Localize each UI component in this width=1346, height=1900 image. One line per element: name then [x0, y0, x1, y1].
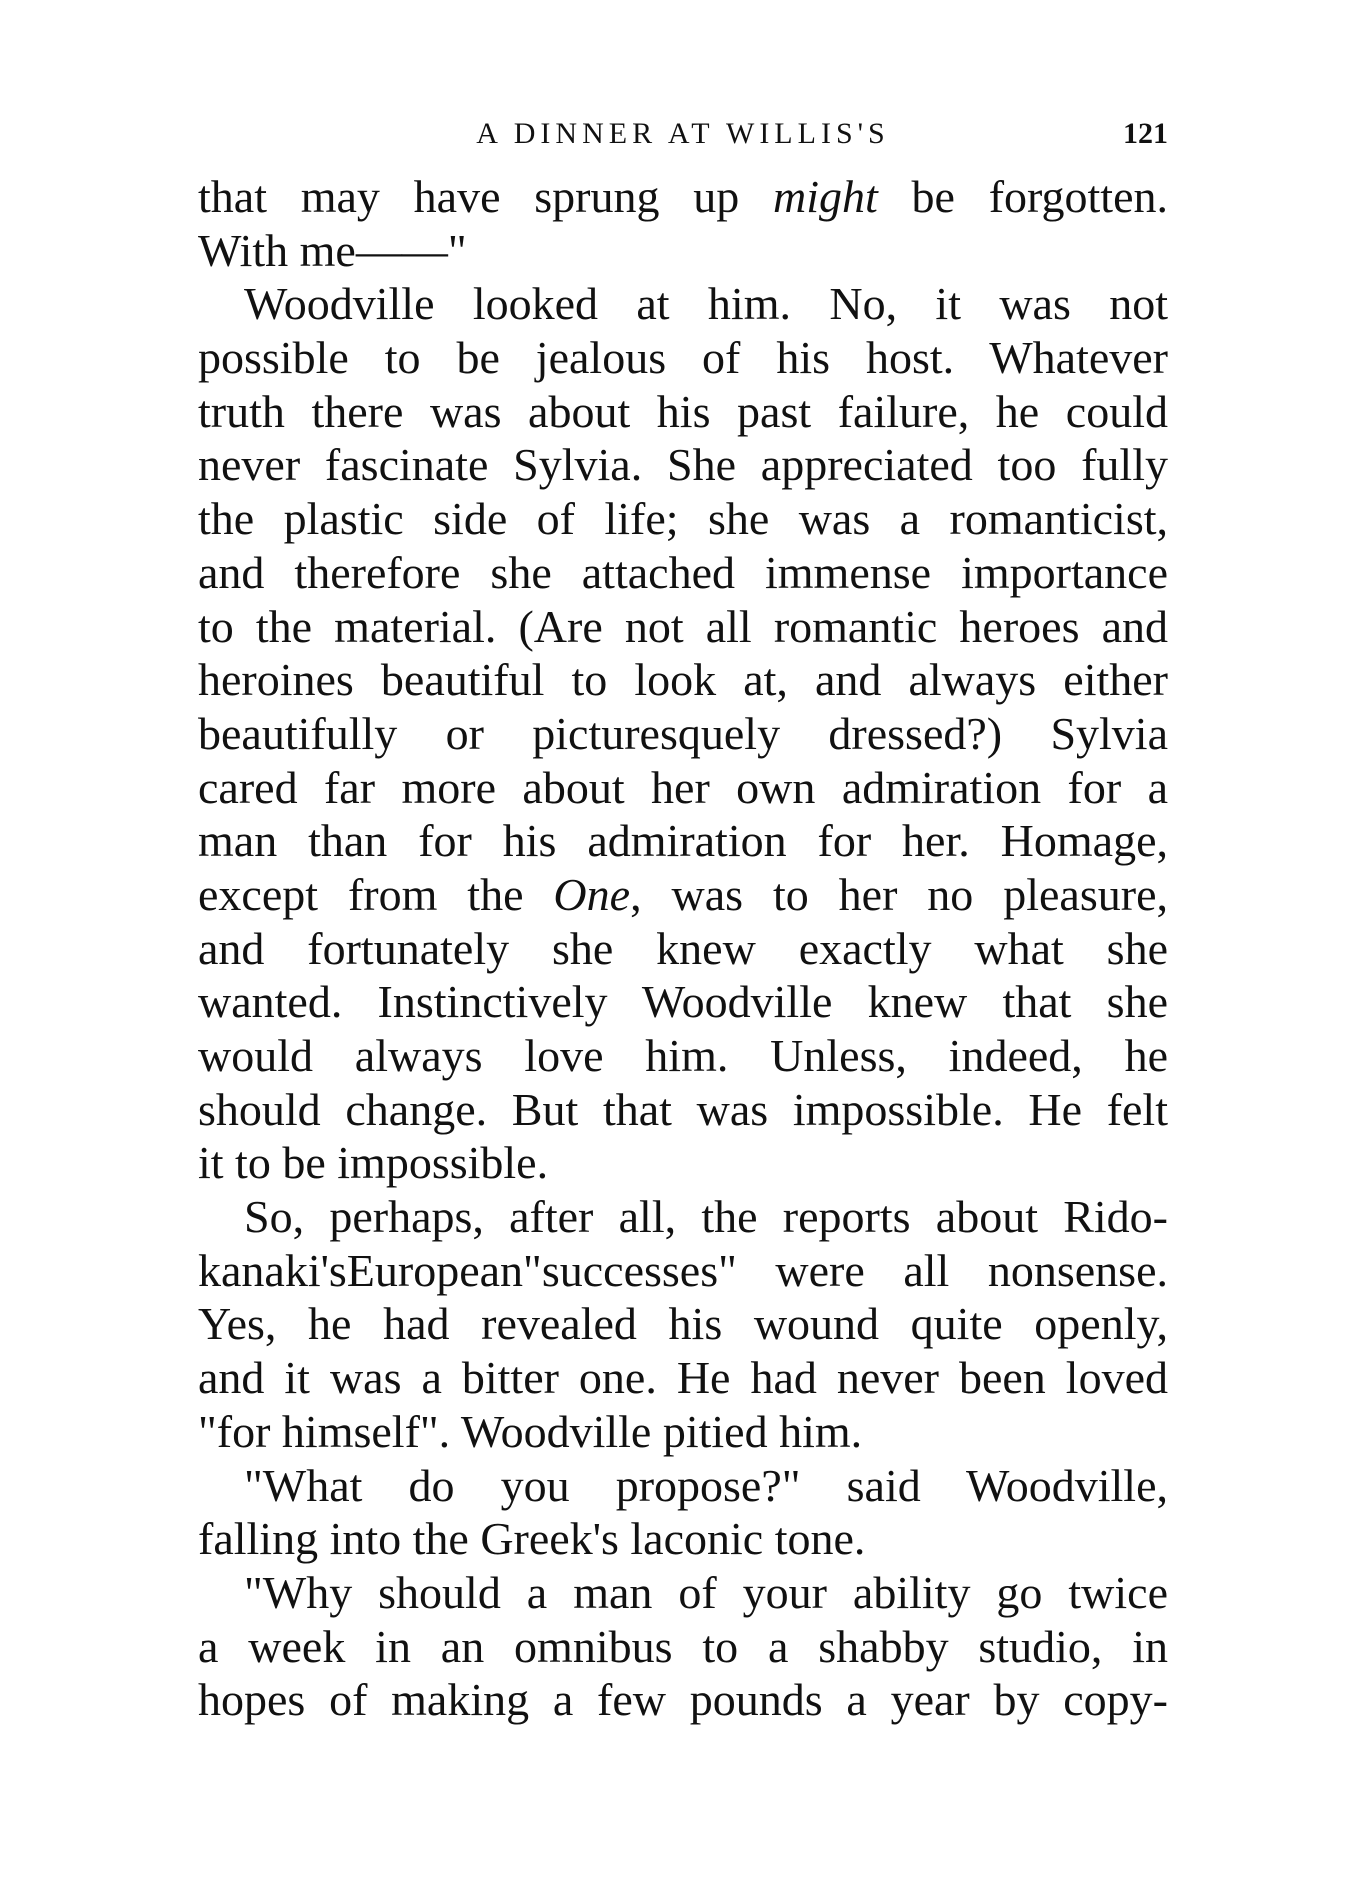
text-line: to the material. (Are not all romantic heroes and — [198, 600, 1168, 652]
text-line: that may have sprung up might be forgotten. — [198, 171, 1168, 222]
text-line: hopes of making a few pounds a year by copy- — [198, 1674, 1168, 1726]
emphasis-text: One — [553, 868, 631, 920]
running-head — [198, 114, 1168, 154]
text-line: except from the One, was to her no pleasure, — [198, 868, 1168, 920]
text-line: possible to be jealous of his host. Whatever — [198, 332, 1168, 384]
text-line: "for himself". Woodville pitied him. — [198, 1405, 863, 1457]
text-line: cared far more about her own admiration for a — [198, 761, 1168, 813]
paragraph — [198, 1459, 1168, 1566]
text-line: kanaki'sEuropean"successes" were all nonsense. — [198, 1244, 1168, 1296]
paragraph — [198, 1190, 1168, 1458]
text-line: the plastic side of life; she was a romanticist, — [198, 493, 1168, 545]
text-line: truth there was about his past failure, he could — [198, 385, 1168, 437]
text-line: Yes, he had revealed his wound quite openly, — [198, 1298, 1168, 1350]
text-line: and therefore she attached immense importance — [198, 546, 1168, 598]
text-line: never fascinate Sylvia. She appreciated too fully — [198, 439, 1168, 491]
page-number: 121 — [1123, 117, 1168, 150]
text-line: and it was a bitter one. He had never been loved — [198, 1352, 1168, 1404]
text-line: should change. But that was impossible. He felt — [198, 1083, 1168, 1135]
text-line: falling into the Greek's laconic tone. — [198, 1513, 866, 1565]
text-line: With me——" — [198, 224, 467, 276]
text-line: So, perhaps, after all, the reports about Rido- — [244, 1191, 1168, 1243]
running-title: A DINNER AT WILLIS'S — [476, 117, 890, 150]
text-line: "Why should a man of your ability go twice — [244, 1566, 1168, 1618]
emphasis-text: might — [773, 171, 878, 222]
text-line: heroines beautiful to look at, and always either — [198, 654, 1168, 706]
paragraph — [198, 1566, 1168, 1727]
text-line: and fortunately she knew exactly what she — [198, 922, 1168, 974]
text-line: man than for his admiration for her. Homage, — [198, 815, 1168, 867]
paragraph — [198, 277, 1168, 1190]
text-line: wanted. Instinctively Woodville knew that she — [198, 976, 1168, 1028]
text-line: "What do you propose?" said Woodville, — [244, 1459, 1168, 1511]
paragraph — [198, 170, 1168, 277]
text-line: beautifully or picturesquely dressed?) Sylvia — [198, 707, 1168, 759]
body-text — [198, 170, 1168, 1727]
text-line: a week in an omnibus to a shabby studio, in — [198, 1620, 1168, 1672]
text-line: Woodville looked at him. No, it was not — [244, 278, 1168, 330]
text-line: it to be impossible. — [198, 1137, 549, 1189]
text-line: would always love him. Unless, indeed, he — [198, 1030, 1168, 1081]
